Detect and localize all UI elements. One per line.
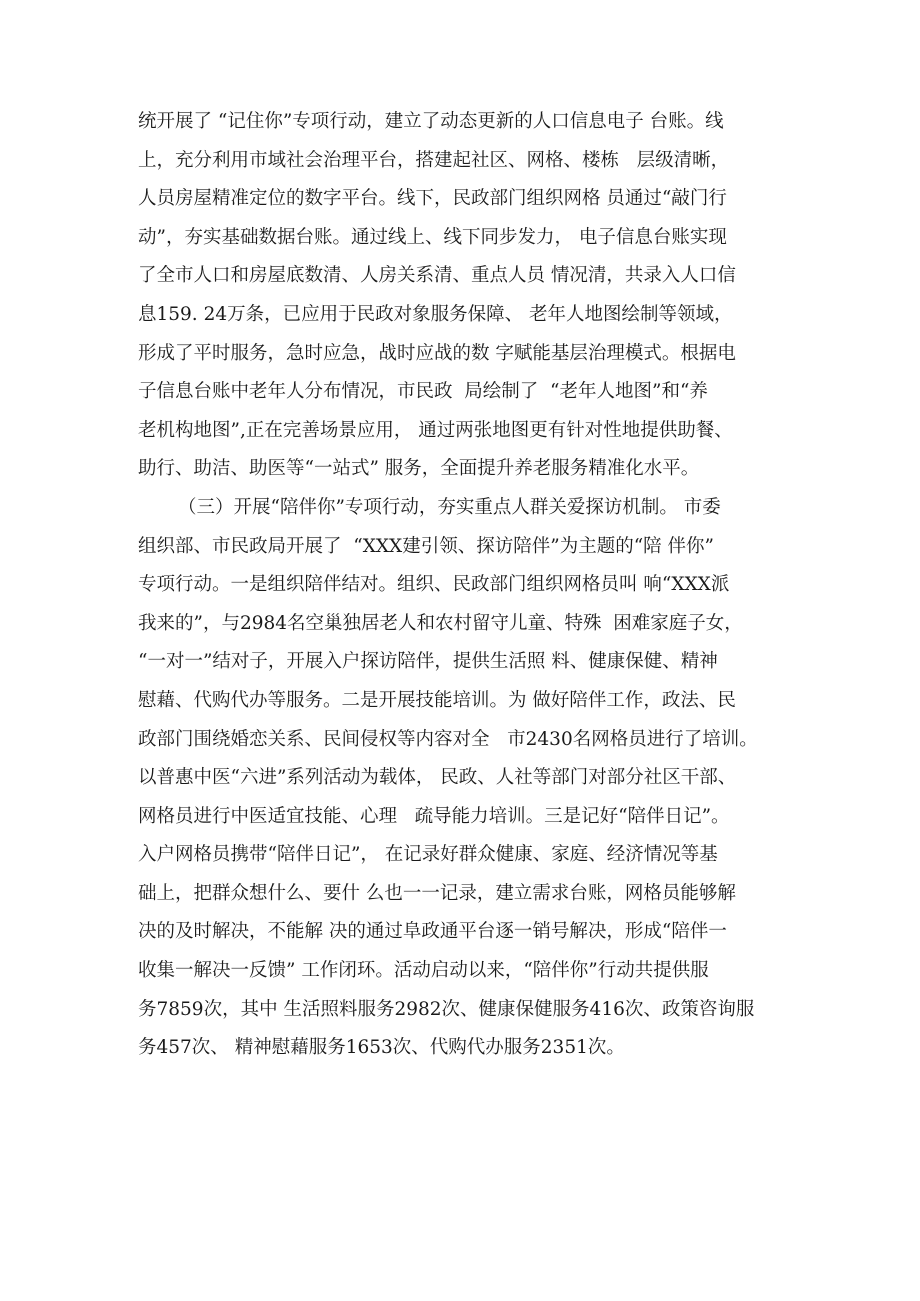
text-line: 础上，把群众想什么、要什 么也一一记录，建立需求台账，网格员能够解: [138, 882, 736, 904]
text-line: 统开展了 “记住你”专项行动，建立了动态更新的人口信息电子 台账。线: [138, 111, 724, 132]
text-line: 务7859次，其中 生活照料服务2982次、健康保健服务416次、政策咨询服: [138, 998, 755, 1020]
text-line: 以普惠中医“六进”系列活动为载体， 民政、人社等部门对部分社区干部、: [138, 767, 737, 789]
text-line: 组织部、市民政局开展了 “XXX建引领、探访陪伴”为主题的“陪 伴你”: [138, 535, 714, 557]
text-line: “一对一”结对子，开展入户探访陪伴，提供生活照 料、健康保健、精神: [138, 651, 718, 673]
text-line: 专项行动。一是组织陪伴结对。组织、民政部门组织网格员叫 响“XXX派: [138, 574, 730, 596]
text-line: 政部门围绕婚恋关系、民间侵权等内容对全 市2430名网格员进行了培训。: [138, 728, 758, 750]
text-line: 入户网格员携带“陪伴日记”， 在记录好群众健康、家庭、经济情况等基: [138, 844, 718, 866]
text-line: 我来的”，与2984名空巢独居老人和农村留守儿童、特殊 困难家庭子女，: [138, 612, 743, 634]
text-line: 收集一解决一反馈” 工作闭环。活动启动以来，“陪伴你”行动共提供服: [138, 960, 709, 982]
text-line: 人员房屋精准定位的数字平台。线下，民政部门组织网格 员通过“敲门行: [138, 188, 727, 210]
text-line: 子信息台账中老年人分布情况，市民政 局绘制了 “老年人地图”和“养: [138, 381, 708, 403]
text-line: 务457次、 精神慰藉服务1653次、代购代办服务2351次。: [138, 1037, 625, 1059]
text-line: 息159. 24万条，已应用于民政对象服务保障、 老年人地图绘制等领域，: [138, 303, 733, 325]
text-line: 了全市人口和房屋底数清、人房关系清、重点人员 情况清，共录入人口信: [138, 265, 736, 287]
text-line: 决的及时解决，不能解 决的通过阜政通平台逐一销号解决，形成“陪伴一: [138, 921, 727, 943]
text-line: 助行、助洁、助医等“一站式” 服务，全面提升养老服务精准化水平。: [138, 458, 700, 480]
text-line: 老机构地图”,正在完善场景应用， 通过两张地图更有针对性地提供助餐、: [138, 419, 733, 441]
text-line: 形成了平时服务，急时应急，战时应战的数 字赋能基层治理模式。根据电: [138, 342, 736, 364]
text-line: 网格员进行中医适宜技能、心理 疏导能力培训。三是记好“陪伴日记”。: [138, 805, 730, 827]
text-line: 慰藉、代购代办等服务。二是开展技能培训。为 做好陪伴工作，政法、民: [138, 689, 736, 711]
text-line: 动”，夯实基础数据台账。通过线上、线下同步发力， 电子信息台账实现: [138, 226, 727, 248]
text-line: （三）开展“陪伴你”专项行动，夯实重点人群关爱探访机制。 市委: [178, 496, 721, 518]
body-text: [138, 103, 798, 1068]
text-line: 上，充分利用市域社会治理平台，搭建起社区、网格、楼栋 层级清晰，: [138, 149, 730, 171]
